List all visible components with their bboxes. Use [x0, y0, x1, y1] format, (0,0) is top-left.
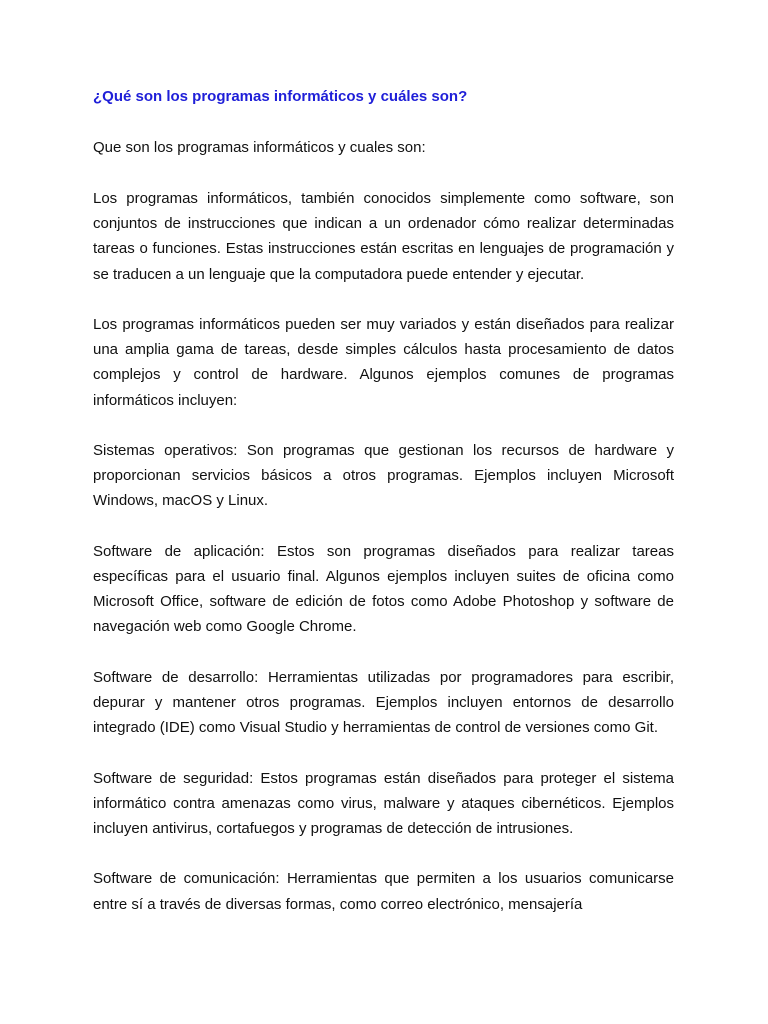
paragraph-application-software: Software de aplicación: Estos son programas diseñados para realizar tareas específicas para el usuario final. Algunos ejemplos incluyen suites de oficina como Microsoft Office, software de edición de fotos como Adobe Photoshop y software de navegación web como Google Chrome.	[93, 542, 674, 636]
paragraph-security-software: Software de seguridad: Estos programas están diseñados para proteger el sistema informático contra amenazas como virus, malware y ataques cibernéticos. Ejemplos incluyen antivirus, cortafuegos y programas de detección de intrusiones.	[93, 769, 674, 837]
paragraph-communication-software: Software de comunicación: Herramientas que permiten a los usuarios comunicarse entre sí a través de diversas formas, como correo electrónico, mensajería	[93, 870, 674, 913]
paragraph-intro: Los programas informáticos, también conocidos simplemente como software, son conjuntos de instrucciones que indican a un ordenador cómo realizar determinadas tareas o funciones. Estas instrucciones están escritas en lenguajes de programación y se traducen a un lenguaje que la computadora puede entender y ejecutar.	[93, 190, 674, 283]
document-page	[93, 84, 674, 942]
paragraph-operating-systems: Sistemas operativos: Son programas que gestionan los recursos de hardware y proporcionan servicios básicos a otros programas. Ejemplos incluyen Microsoft Windows, macOS y Linux.	[93, 442, 674, 510]
document-title: ¿Qué son los programas informáticos y cuáles son?	[93, 88, 468, 105]
paragraph-development-software: Software de desarrollo: Herramientas utilizadas por programadores para escribir, depurar y mantener otros programas. Ejemplos incluyen entornos de desarrollo integrado (IDE) como Visual Studio y herramientas de control de versiones como Git.	[93, 668, 674, 737]
paragraph-variety: Los programas informáticos pueden ser muy variados y están diseñados para realizar una amplia gama de tareas, desde simples cálculos hasta procesamiento de datos complejos y control de hardware. Algunos ejemplos comunes de programas informáticos incluyen:	[93, 316, 674, 409]
document-subtitle: Que son los programas informáticos y cuales son:	[93, 139, 426, 156]
